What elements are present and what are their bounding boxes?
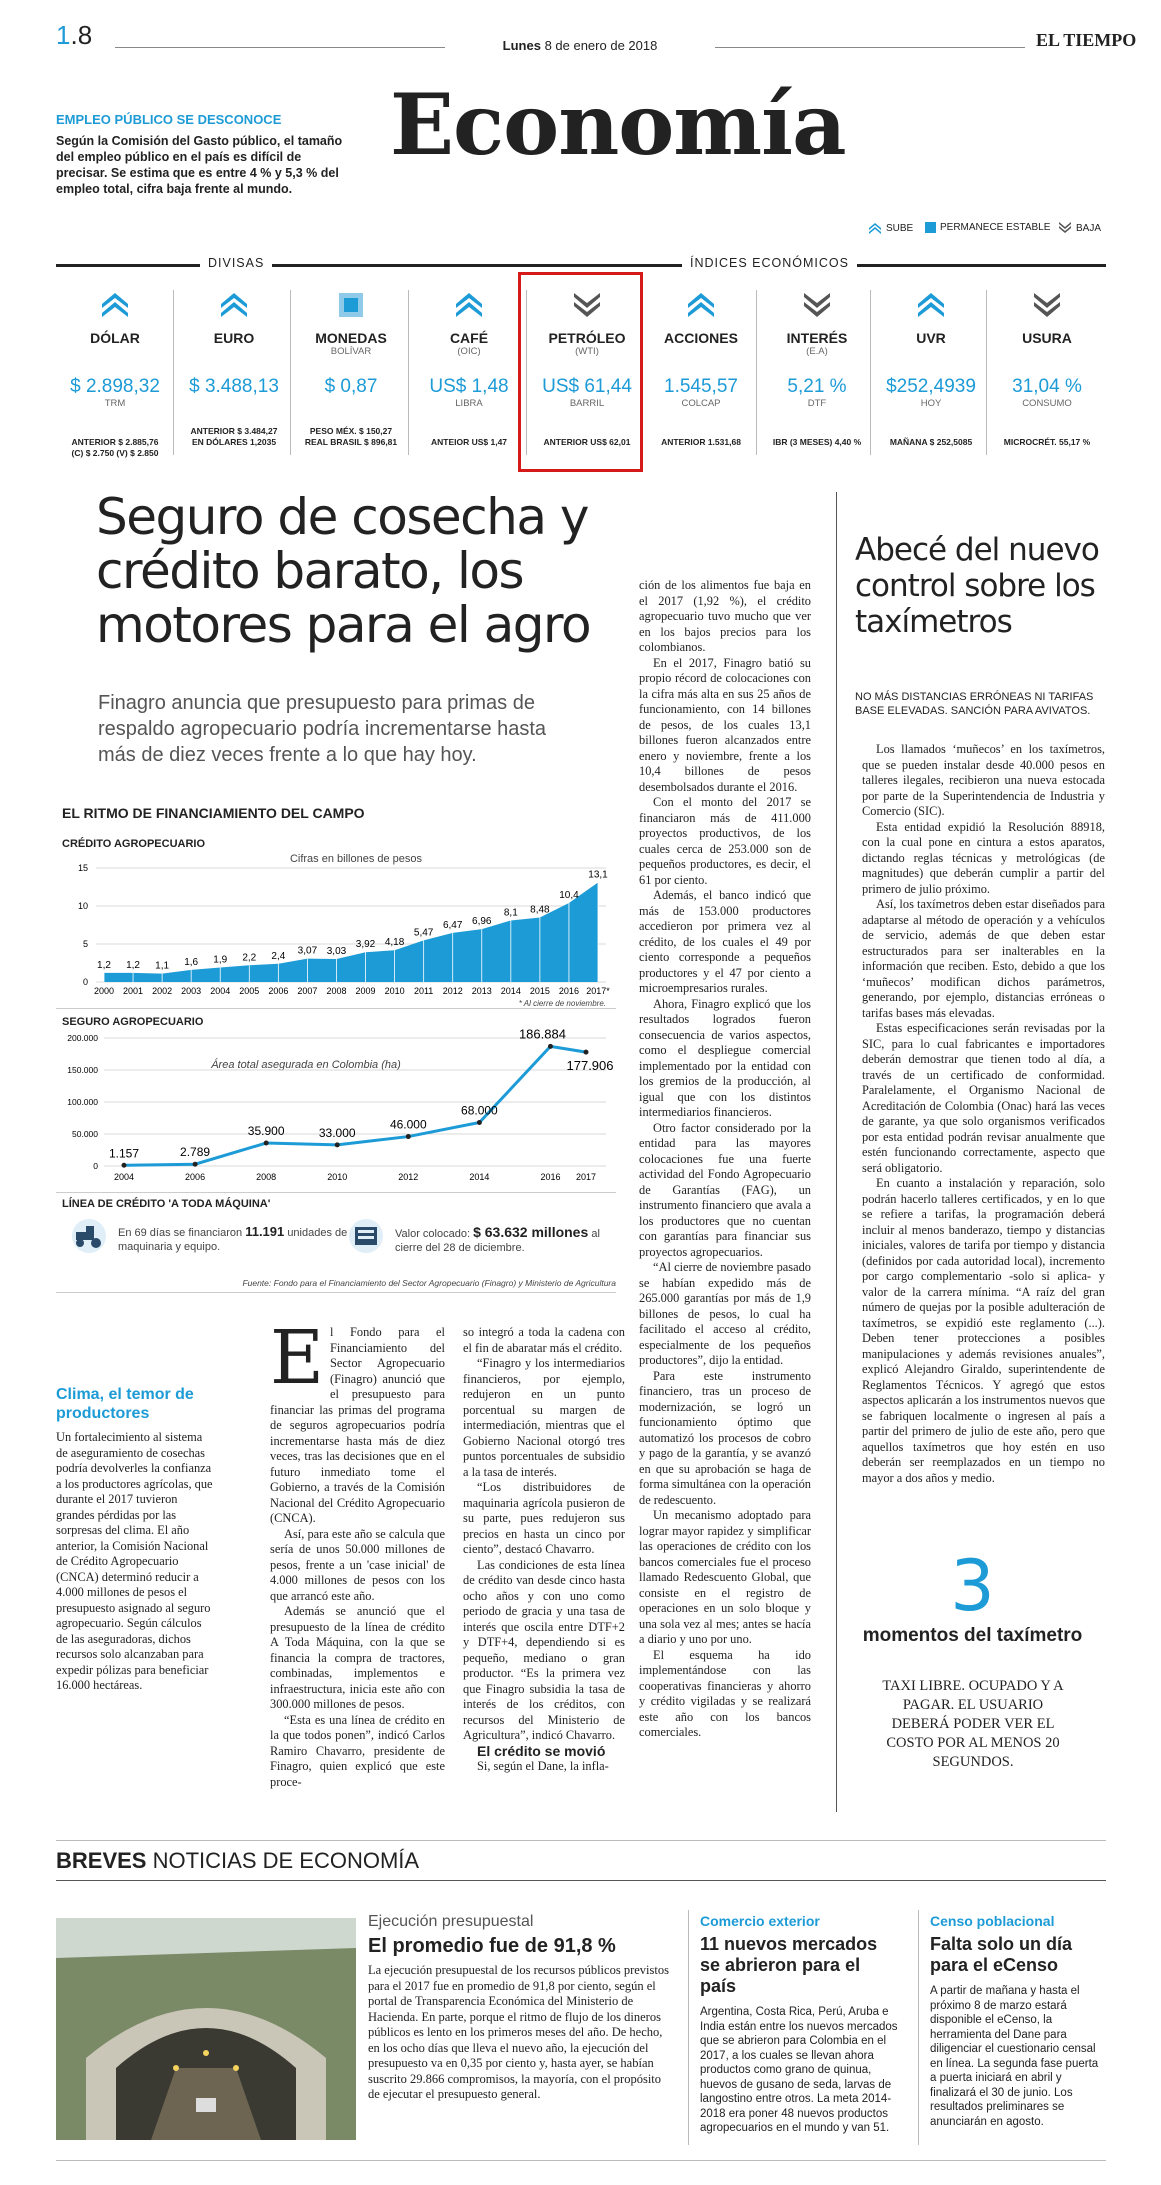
indicator-name: EURO [213,330,255,346]
data-point [406,1134,411,1139]
paragraph: El esquema ha ido implementándose con las cooperativas financieras y ahorro y crédito vigiladas y se realizará este año con los bancos comerciales. [639,1647,811,1739]
data-label: 1,2 [97,959,111,971]
article-col1 [270,1315,445,1790]
data-label: 13,1 [588,869,608,881]
indicator-foot: IBR (3 MESES) 4,40 % [772,437,862,447]
indicator-foot: ANTERIOR $ 2.885,76 (C) $ 2.750 (V) $ 2.850 [71,437,159,458]
paragraph: Estas especificaciones serán revisadas por la SIC, para lo cual fabricantes e importadores deberán demostrar que tienen todo al día, a través de un certificado de conformidad. Paralelamente, el Organismo Nacional de Acreditación de Colombia (Onac) hará las veces de garante, ya que solo organismos verificados por esta entidad podrán revisar anualmente que estén funcionando correctamente, aspecto que será obligatorio. [862,1021,1105,1175]
paragraph: Esta entidad expidió la Resolución 88918, con la cual pone en cintura a estos aparatos, dictando reglas técnicas y metrológicas (de magnitudes) que deberán cumplir a partir del primero de julio próximo. [862,819,1105,896]
paragraph: Ahora, Finagro explicó que los resultados logrados fueron consecuencia de varios aspectos, como el despliegue comercial implementado por la entidad con los gremios de la producción, al igual que con los distintos intermediarios financieros. [639,996,811,1119]
x-tick-label: 2010 [327,1172,348,1182]
paragraph: “Al cierre de noviembre pasado se habían expedido más de 265.000 garantías por más de 1,9 billones de pesos, lo cual ha facilitado el acceso al crédito, especialmente de los pequeños productores”, dijo la entidad. [639,1260,811,1367]
page-date: Lunes 8 de enero de 2018 [502,38,658,53]
data-label: 10,4 [559,889,579,901]
breve-2: Comercio exterior 11 nuevos mercados se abrieron para el país Argentina, Costa Rica, Perú, Aruba e India están entre los nuevos mercados que se abrieron para Colombia en el 2017, a los cuales se llevan ahora productos como grano de quinua, huevos de gusano de seda, larvas de langostino entre otros. La meta 2014-2018 era poner 48 nuevos productos agropecuarios en el mundo y van 51. [700,1913,898,2134]
x-tick-label: 2017 [575,1172,597,1182]
x-tick-label: 2013 [471,986,492,996]
indicator-uvr [872,290,990,448]
infographic-title: EL RITMO DE FINANCIAMIENTO DEL CAMPO [62,805,365,821]
data-label: 8,1 [503,907,518,919]
area-series [104,882,598,982]
y-tick-label: 15 [77,863,88,873]
indicator-value: US$ 1,48 [429,376,509,397]
data-point [477,1120,482,1125]
data-label: 6,96 [472,916,492,928]
indicator-caption: DTF [807,398,827,409]
indicator-name: DÓLAR [90,330,140,346]
infographic-source: Fuente: Fondo para el Financiamiento del Sector Agropecuario (Finagro) y Ministerio de Agricultura [242,1278,616,1288]
legend-down: BAJA [1058,222,1101,234]
indicator-sub: (WTI) [575,346,599,357]
chart-caption: Cifras en billones de pesos [289,853,423,865]
sidebar-text: Según la Comisión del Gasto público, el tamaño del empleo público en el país es difícil de precisar. Se estima que es entre 4 % y 5,3 % del empleo total, cifra baja frente al mundo. [56,134,343,196]
indicator-caption: TRM [104,398,126,409]
indicator-sub [175,346,293,358]
indicator-value: 5,21 % [787,376,847,397]
data-label: 4,18 [384,937,405,949]
paragraph: Además se anunció que el presupuesto de la línea de crédito A Toda Máquina, con la que se financia la compra de tractores, combinadas, implementos e infraestructura, inicia este año con 300.000 millones de pesos. [270,1604,445,1711]
indicator-value: 1.545,57 [664,376,738,397]
legend-up: SUBE [868,222,913,234]
data-label: 1,6 [184,956,199,968]
x-tick-label: 2004 [210,986,231,996]
x-tick-label: 2016 [540,1172,561,1182]
x-tick-label: 2006 [268,986,289,996]
page-number: 1.8 [56,20,93,50]
x-tick-label: 2000 [93,986,115,996]
x-tick-label: 2017* [586,986,610,996]
taximetros-headline: Abecé del nuevo control sobre los taxímetros [855,532,1099,640]
indicator-name: PETRÓLEO [548,330,626,346]
indicator-caption: LIBRA [455,398,483,409]
trend-up-icon [916,290,946,320]
indicator-sub: (E.A) [806,346,828,357]
x-tick-label: 2005 [239,986,260,996]
x-tick-label: 2012 [442,986,463,996]
indicator-sub [56,346,174,358]
data-label: 46.000 [389,1117,427,1132]
article-headline: Seguro de cosecha y crédito barato, los motores para el agro [96,488,591,654]
indicator-caption: COLCAP [681,398,721,409]
data-label: 33.000 [318,1125,356,1140]
x-tick-label: 2015 [529,986,550,996]
data-label: 2.789 [180,1145,211,1160]
data-label: 1,1 [155,960,170,972]
indicator-caption: HOY [920,398,942,409]
taximetros-body [862,742,1105,1486]
data-label: 2,2 [242,952,257,964]
paragraph: “Esta es una línea de crédito en la que todos ponen”, indicó Carlos Ramiro Chavarro, presidente de Finagro, quien explicó que este proce- [270,1712,445,1789]
indicator-name: INTERÉS [786,330,848,346]
paragraph: “Los distribuidores de maquinaria agrícola pusieron de su parte, pues redujeron sus precios en hasta un cinco por ciento”, destacó Chavarro. [463,1480,625,1556]
data-label: 1,9 [213,954,228,966]
paragraph: Un mecanismo adoptado para lograr mayor rapidez y simplificar las operaciones de crédito con los bancos comerciales fue el proceso llamado Redescuento Global, que consiste en el registro de operaciones en un solo bloque y una sola vez al mes; antes se hacía a diario y uno por uno. [639,1508,811,1646]
indicator-value: $ 0,87 [324,376,378,397]
indicator-sub [988,346,1106,358]
indicator-caption: CONSUMO [1022,398,1072,409]
paragraph: Además, el banco indicó que más de 153.000 productores accedieron por primera vez al crédito, de los cuales el 49 por ciento corresponde a pequeños productores y el 47 por ciento a microempresarios rurales. [639,888,811,995]
indicator-interés [758,290,876,448]
indicator-euro [175,290,293,448]
indicator-foot: ANTERIOR US$ 62,01 [543,437,631,447]
data-label: 6,47 [442,919,463,931]
data-label: 186.884 [518,1026,566,1042]
trend-down-icon [1032,290,1062,320]
taximetro-number-text: TAXI LIBRE. OCUPADO Y A PAGAR. EL USUARIO DEBERÁ PODER VER EL COSTO POR AL MENOS 20 SEGUNDOS. [882,1678,1064,1770]
indicator-value: $ 2.898,32 [70,376,160,397]
breve-3: Censo poblacional Falta solo un día para el eCenso A partir de mañana y hasta el próximo 8 de marzo estará disponible el eCenso, la herramienta del Dane para diligenciar el cuestionario censal en línea. La segunda fase puerta a puerta iniciará en abril y finalizará el 30 de junio. Los resultados preliminares se anunciarán en agosto. [930,1913,1099,2128]
indicator-usura [988,290,1106,448]
dropcap: E [270,1315,325,1401]
square-icon [925,222,936,233]
paragraph: Los llamados ‘muñecos’ en los taxímetros, que se pueden instalar desde 40.000 pesos en talleres ilegales, recibieron una nueva estocada por parte de la Superintendencia de Industria y Comercio (SIC). [862,742,1105,818]
indicator-value: US$ 61,44 [542,376,632,397]
linea-right: Valor colocado: $ 63.632 millones al cierre del 28 de diciembre. [395,1224,600,1254]
indicator-sub [872,346,990,358]
data-label: 8,48 [530,904,550,916]
data-label: 1,2 [126,959,141,971]
article-col2 [463,1325,625,1775]
data-label: 5,47 [413,927,434,939]
data-point [548,1044,553,1049]
y-tick-label: 0 [82,977,88,987]
arrow-up-icon [868,222,882,234]
indicator-foot: ANTEIOR US$ 1,47 [430,437,508,447]
clima-heading: Clima, el temor de productores [56,1386,194,1422]
chart-caption: Área total asegurada en Colombia (ha) [211,1059,401,1071]
x-tick-label: 2008 [326,986,347,996]
paragraph: Para este instrumento financiero, tras un proceso de modernización, se logró un funcionamiento óptimo que automatizó los procesos de cobro y pago de la garantía, y se avanzó en que su aprobación se haga de forma simultánea con la operación de redescuento. [639,1368,811,1507]
taximetro-number-title: momentos del taxímetro [862,1625,1083,1646]
tunnel-photo [56,1918,356,2140]
x-tick-label: 2009 [355,986,376,996]
paragraph: “Finagro y los intermediarios financieros, por ejemplo, redujeron en un punto porcentual su margen de intermediación, mientras que el Gobierno Nacional otorgó tres puntos porcentuales de subsidio a la tasa de interés. [463,1356,625,1479]
indicator-monedas [292,290,410,448]
x-tick-label: 2011 [413,986,434,996]
trend-up-icon [686,290,716,320]
breve-1: Ejecución presupuestal El promedio fue de 91,8 % La ejecución presupuestal de los recursos públicos previstos para el 2017 fue en promedio de 91,8 por ciento, según el portal de Transparencia Económica del Ministerio de Hacienda. En parte, porque el ritmo de flujo de los dineros públicos es lento en los primeros meses del año. De hecho, en los ocho días que lleva el nuevo año, la ejecución del presupuesto va en 0,35 por ciento y, hasta ayer, se habían suscrito 29.866 compromisos, la mayoría, con el propósito de ejecutar el presupuesto general. [368,1913,669,2101]
credito-label: CRÉDITO AGROPECUARIO [62,838,206,850]
data-label: 2,4 [271,950,286,962]
credito-chart [56,850,616,1008]
indicator-sub: BOLÍVAR [330,346,372,357]
paragraph: En cuanto a instalación y reparación, solo podrán hacerlo talleres certificados, y en lo que se refiere a tarifas, la programación deberá incluir al menos banderazo, tiempo y distancias iniciales, valores de tarifa por tiempo y distancia (definidos por cada autoridad local), incremento por cargo complementario -solo si aplica- y valor de la carrera mínima. “A raíz del gran número de quejas por la posible adulteración de taxímetros, se expidió este reglamento (...). Deben tener protecciones a posibles manipulaciones y además revisiones anuales”, explicó Alejandro Giraldo, superintendente de Reglamentos Técnicos. Y agregó que estos aspectos aplicarán a los instrumentos nuevos que se fabriquen localmente o ingresen al país a partir del primero de julio de este año, pero que aquellos taxímetros que hoy estén en uso deberán ser reemplazados en un tiempo no mayor a dos años y medio. [862,1176,1105,1485]
data-label: 35.900 [247,1124,285,1139]
article-col3 [639,578,811,1741]
indices-label: ÍNDICES ECONÓMICOS [682,256,857,270]
x-tick-label: 2012 [398,1172,419,1182]
indicator-caption: BARRIL [569,398,605,409]
paragraph: Otro factor considerado por la entidad para las mayores colocaciones fue una fuerte actividad del Fondo Agropecuario de Garantías (FAG), un instrumento financiero que avala a los productores que no cuentan con garantías para financiar sus proyectos agropecuarios. [639,1120,811,1259]
data-point [264,1141,269,1146]
indicator-value: $ 3.488,13 [189,376,279,397]
indicator-value: 31,04 % [1012,376,1082,397]
article-deck: Finagro anuncia que presupuesto para primas de respaldo agropecuario podría incrementarse hasta más de diez veces frente a lo que hay hoy. [98,692,547,766]
indicator-name: CAFÉ [449,330,489,346]
paragraph: Las condiciones de esta línea de crédito van desde cinco hasta ocho años y con uno como periodo de gracia y una tasa de interés que oscila entre DTF+2 y DTF+4, dependiendo si es pequeño, mediano o gran productor. “Es la primera vez que Finagro subsidia la tasa de interés de los créditos, con recursos del Ministerio de Agricultura”, indicó Chavarro. [463,1557,625,1742]
data-point [122,1163,127,1168]
divisas-label: DIVISAS [200,256,272,270]
x-tick-label: 2004 [113,1172,135,1182]
x-tick-label: 2006 [185,1172,206,1182]
y-tick-label: 200.000 [67,1033,98,1043]
data-label: 3,92 [355,939,376,951]
trend-up-icon [219,290,249,320]
paragraph: Con el monto del 2017 se financiaron más de 411.000 proyectos productivos, de los cuales cerca de 253.000 son de pequeños productores, es decir, el 61 por ciento. [639,795,811,887]
x-tick-label: 2016 [558,986,579,996]
indicator-foot: ANTERIOR 1.531,68 [661,437,741,447]
data-label: 3,07 [297,945,318,957]
x-tick-label: 2002 [152,986,173,996]
data-label: 68.000 [461,1103,498,1118]
y-tick-label: 150.000 [67,1065,98,1075]
section-title: Economía [390,75,846,174]
y-tick-label: 50.000 [72,1129,98,1139]
data-label: 3,03 [326,945,347,957]
data-point [335,1142,340,1147]
indicator-name: MONEDAS [315,330,387,346]
x-tick-label: 2014 [469,1172,490,1182]
x-tick-label: 2010 [384,986,405,996]
indicator-name: ACCIONES [664,330,738,346]
x-tick-label: 2007 [297,986,318,996]
chart-note: * Al cierre de noviembre. [518,999,606,1008]
paragraph: Así, para este año se calcula que sería de unos 50.000 millones de pesos, frente a un 'case inicial' de 4.000 millones de pesos con los que arrancó este año. [270,1526,445,1603]
taximetros-sub: NO MÁS DISTANCIAS ERRÓNEAS NI TARIFAS BASE ELEVADAS. SANCIÓN PARA AVIVATOS. [855,691,1094,717]
y-tick-label: 100.000 [67,1097,98,1107]
indicator-name: UVR [916,330,946,346]
indicator-foot: PESO MÉX. $ 150,27 REAL BRASIL $ 896,81 [304,426,398,447]
indicator-sub: (OIC) [457,346,481,357]
paragraph: ción de los alimentos fue baja en el 2017 (1,92 %), el crédito agropecuario tuvo mucho que ver en los bajos precios para los colombianos. [639,578,811,654]
trend-up-icon [454,290,484,320]
indicator-foot: MICROCRÉT. 55,17 % [1003,437,1091,447]
y-tick-label: 10 [77,901,88,911]
seguro-label: SEGURO AGROPECUARIO [62,1016,204,1028]
arrow-down-icon [1058,222,1072,234]
data-label: 177.906 [566,1058,614,1074]
indicator-value: $252,4939 [886,376,976,397]
highlight-box [518,272,643,472]
trend-stable-icon [336,290,366,320]
clima-text: Un fortalecimiento al sistema de aseguramiento de cosechas podría devolverles la confianza a los productores agrícolas, que durante el 2017 tuvieron grandes pérdidas por las sorpresas del clima. El año anterior, la Comisión Nacional de Crédito Agropecuario (CNCA) determinó reducir a 4.000 millones de pesos el presupuesto asignado al seguro agropecuario. Según cálculos de las aseguradoras, dichos recursos solo alcanzaban para expedir pólizas para beneficiar 16.000 hectáreas. [56,1430,213,1692]
newspaper-brand: EL TIEMPO [1036,30,1137,50]
y-tick-label: 5 [82,939,88,949]
x-tick-label: 2001 [123,986,144,996]
taximetro-number: 3 [950,1545,995,1627]
paragraph: Así, los taxímetros deben estar diseñados para adaptarse al método de operación y a vehículos de servicio, además de que deben estar estructurados para ser inalterables en la información que reciben. Esto, debido a que los ‘muñecos’ modifican dichos parámetros, generando, por ejemplo, distancias erróneas o tarifas bases más elevadas. [862,897,1105,1020]
indicator-sub [642,346,760,358]
paragraph: En el 2017, Finagro batió su propio récord de colocaciones con la cifra más alta en sus 25 años de funcionamiento, con 14 billones de pesos, de los cuales 13,1 billones fueron alcanzados entre enero y noviembre, frente a los 10,4 billones de pesos desembolsados durante el 2016. [639,655,811,794]
linea-label: LÍNEA DE CRÉDITO 'A TODA MÁQUINA' [62,1198,271,1210]
sidebar-heading: EMPLEO PÚBLICO SE DESCONOCE [56,112,282,127]
x-tick-label: 2014 [500,986,521,996]
indicator-foot: ANTERIOR $ 3.484,27 EN DÓLARES 1,2035 [190,426,278,447]
linea-left: En 69 días se financiaron 11.191 unidades de maquinaria y equipo. [118,1224,348,1253]
legend-stable: PERMANECE ESTABLE [925,222,1050,233]
indicator-foot: MAÑANA $ 252,5085 [889,437,973,447]
trend-down-icon [802,290,832,320]
col2-tail: Si, según el Dane, la infla- [477,1759,609,1773]
x-tick-label: 2008 [256,1172,277,1182]
indicator-name: USURA [1022,330,1072,346]
breves-heading: BREVES NOTICIAS DE ECONOMÍA [56,1848,420,1873]
tractor-icon [66,1218,112,1254]
indicator-acciones [642,290,760,448]
data-point [193,1162,198,1167]
indicator-dólar [56,290,174,459]
col2-subhead: El crédito se movió [477,1742,606,1759]
data-point [584,1050,589,1055]
paragraph: l Fondo para el Financiamiento del Sector Agropecuario (Finagro) anunció que el presupuesto para financiar las primas del programa de seguros agropecuarios podría incrementarse hasta más de diez veces, tras las decisiones que en el futuro inmediato tome el Gobierno, a través de la Comisión Nacional del Crédito Agropecuario (CNCA). [270,1325,445,1525]
data-label: 1.157 [108,1146,140,1161]
indicator-café [410,290,528,448]
seguro-chart [56,1028,616,1188]
money-icon [343,1218,389,1254]
x-tick-label: 2003 [181,986,202,996]
paragraph: so integró a toda la cadena con el fin de abaratar más el crédito. [463,1325,625,1355]
y-tick-label: 0 [93,1161,98,1171]
trend-up-icon [100,290,130,320]
